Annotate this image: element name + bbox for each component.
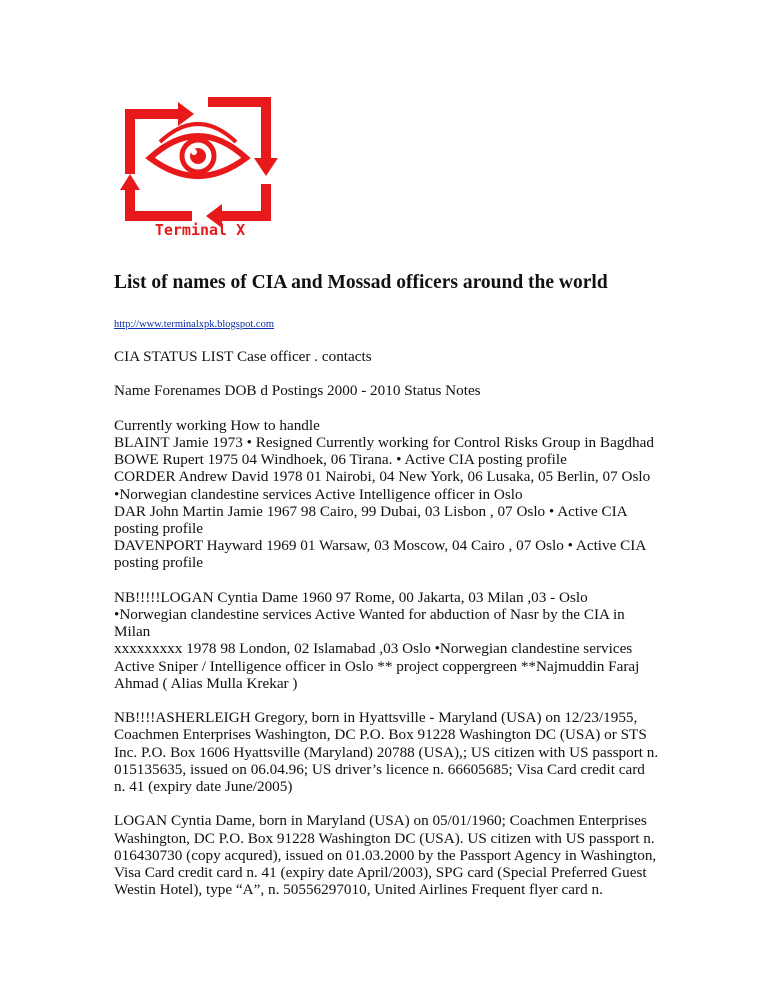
paragraph	[114, 812, 674, 898]
blog-link[interactable]: http://www.terminalxpk.blogspot.com	[114, 319, 275, 330]
text-line: posting profile	[114, 554, 204, 572]
paragraph	[114, 709, 674, 795]
terminal-x-logo	[120, 92, 280, 242]
paragraph	[114, 417, 674, 572]
text-line: xxxxxxxxx 1978 98 London, 02 Islamabad ,03 Oslo •Norwegian clandestine services	[114, 640, 633, 658]
text-line: BLAINT Jamie 1973 • Resigned Currently working for Control Risks Group in Bagdhad	[114, 433, 654, 451]
text-line: BOWE Rupert 1975 04 Windhoek, 06 Tirana. • Active CIA posting profile	[114, 451, 567, 469]
text-line: •Norwegian clandestine services Active Wanted for abduction of Nasr by the CIA in	[114, 606, 625, 623]
text-line: NB!!!!ASHERLEIGH Gregory, born in Hyattsville - Maryland (USA) on 12/23/1955,	[114, 709, 638, 727]
text-line: Visa Card credit card n. 41 (expiry date April/2003), SPG card (Special Preferred Guest	[114, 864, 647, 882]
section-heading: Name Forenames DOB d Postings 2000 - 2010 Status Notes	[114, 382, 481, 400]
text-line: DAVENPORT Hayward 1969 01 Warsaw, 03 Moscow, 04 Cairo , 07 Oslo • Active CIA	[114, 537, 647, 555]
text-line: Ahmad ( Alias Mulla Krekar )	[114, 674, 298, 692]
text-line: •Norwegian clandestine services Active Intelligence officer in Oslo	[114, 485, 523, 503]
text-line: 015135635, issued on 06.04.96; US driver’s licence n. 66605685; Visa Card credit card	[114, 760, 645, 778]
text-line: Washington, DC P.O. Box 91228 Washington DC (USA). US citizen with US passport n.	[114, 829, 655, 847]
text-line: NB!!!!!LOGAN Cyntia Dame 1960 97 Rome, 00 Jakarta, 03 Milan ,03 - Oslo	[114, 588, 588, 606]
text-line: Westin Hotel), type “A”, n. 50556297010, United Airlines Frequent flyer card n.	[114, 881, 603, 899]
eye-icon	[120, 102, 278, 228]
text-line: Coachmen Enterprises Washington, DC P.O. Box 91228 Washington DC (USA) or STS	[114, 726, 647, 744]
text-line: Milan	[114, 623, 151, 641]
logo-text: Terminal X	[154, 221, 246, 239]
paragraph	[114, 589, 674, 692]
text-line: Active Sniper / Intelligence officer in Oslo ** project coppergreen **Najmuddin Faraj	[114, 657, 640, 675]
text-line: 016430730 (copy acqured), issued on 01.03.2000 by the Passport Agency in Washington,	[114, 846, 657, 864]
text-line: LOGAN Cyntia Dame, born in Maryland (USA) on 05/01/1960; Coachmen Enterprises	[114, 812, 647, 830]
text-line: CORDER Andrew David 1978 01 Nairobi, 04 New York, 06 Lusaka, 05 Berlin, 07 Oslo	[114, 468, 651, 486]
section-heading: CIA STATUS LIST Case officer . contacts	[114, 348, 372, 365]
text-line: Currently working How to handle	[114, 416, 320, 434]
text-line: Inc. P.O. Box 1606 Hyattsville (Maryland) 20788 (USA),; US citizen with US passport n.	[114, 743, 659, 761]
document-title: List of names of CIA and Mossad officers around the world	[114, 272, 608, 293]
text-line: posting profile	[114, 520, 204, 537]
document-body	[114, 348, 674, 898]
text-line: DAR John Martin Jamie 1967 98 Cairo, 99 Dubai, 03 Lisbon , 07 Oslo • Active CIA	[114, 502, 628, 520]
text-line: n. 41 (expiry date June/2005)	[114, 778, 293, 796]
